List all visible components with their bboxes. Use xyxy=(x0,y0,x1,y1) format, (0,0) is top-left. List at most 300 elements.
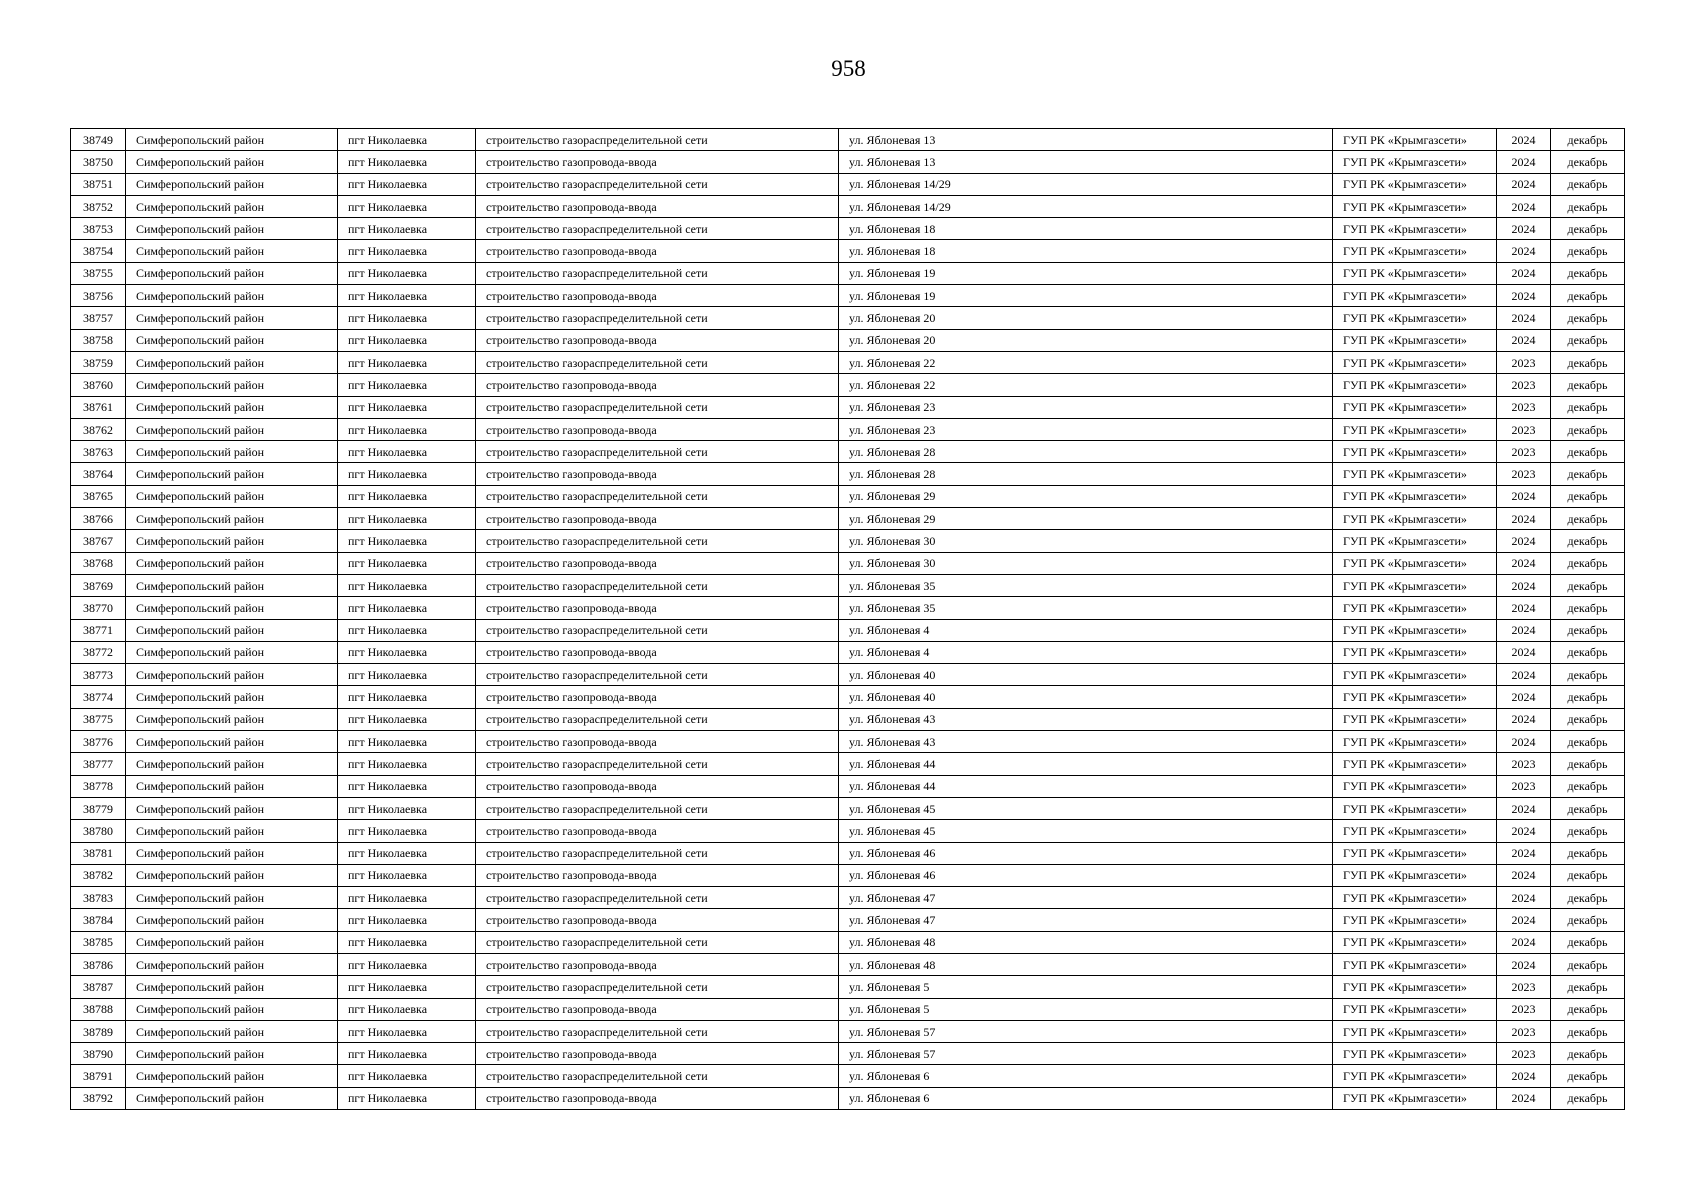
year-cell: 2024 xyxy=(1497,619,1551,641)
year-cell: 2024 xyxy=(1497,953,1551,975)
month-cell: декабрь xyxy=(1551,1043,1625,1065)
organization-cell: ГУП РК «Крымгазсети» xyxy=(1333,552,1497,574)
locality-cell: пгт Николаевка xyxy=(338,307,476,329)
district-cell: Симферопольский район xyxy=(126,1043,338,1065)
district-cell: Симферопольский район xyxy=(126,686,338,708)
locality-cell: пгт Николаевка xyxy=(338,864,476,886)
locality-cell: пгт Николаевка xyxy=(338,552,476,574)
locality-cell: пгт Николаевка xyxy=(338,597,476,619)
district-cell: Симферопольский район xyxy=(126,664,338,686)
work-type-cell: строительство газопровода-ввода xyxy=(476,731,839,753)
table-row xyxy=(71,1065,1625,1087)
work-type-cell: строительство газораспределительной сети xyxy=(476,842,839,864)
address-cell: ул. Яблоневая 40 xyxy=(839,686,1333,708)
row-number-cell: 38774 xyxy=(71,686,126,708)
row-number-cell: 38775 xyxy=(71,708,126,730)
locality-cell: пгт Николаевка xyxy=(338,173,476,195)
table-row xyxy=(71,708,1625,730)
organization-cell: ГУП РК «Крымгазсети» xyxy=(1333,129,1497,151)
district-cell: Симферопольский район xyxy=(126,1020,338,1042)
year-cell: 2024 xyxy=(1497,485,1551,507)
address-cell: ул. Яблоневая 5 xyxy=(839,976,1333,998)
month-cell: декабрь xyxy=(1551,753,1625,775)
year-cell: 2024 xyxy=(1497,820,1551,842)
year-cell: 2023 xyxy=(1497,775,1551,797)
month-cell: декабрь xyxy=(1551,195,1625,217)
row-number-cell: 38765 xyxy=(71,485,126,507)
district-cell: Симферопольский район xyxy=(126,151,338,173)
work-type-cell: строительство газопровода-ввода xyxy=(476,909,839,931)
locality-cell: пгт Николаевка xyxy=(338,530,476,552)
table-row xyxy=(71,619,1625,641)
year-cell: 2024 xyxy=(1497,262,1551,284)
address-cell: ул. Яблоневая 19 xyxy=(839,262,1333,284)
address-cell: ул. Яблоневая 35 xyxy=(839,574,1333,596)
table-row xyxy=(71,664,1625,686)
row-number-cell: 38772 xyxy=(71,641,126,663)
row-number-cell: 38792 xyxy=(71,1087,126,1109)
district-cell: Симферопольский район xyxy=(126,307,338,329)
work-type-cell: строительство газопровода-ввода xyxy=(476,374,839,396)
locality-cell: пгт Николаевка xyxy=(338,775,476,797)
table-row xyxy=(71,463,1625,485)
district-cell: Симферопольский район xyxy=(126,552,338,574)
district-cell: Симферопольский район xyxy=(126,641,338,663)
work-type-cell: строительство газораспределительной сети xyxy=(476,619,839,641)
row-number-cell: 38779 xyxy=(71,797,126,819)
year-cell: 2024 xyxy=(1497,597,1551,619)
work-type-cell: строительство газораспределительной сети xyxy=(476,396,839,418)
month-cell: декабрь xyxy=(1551,351,1625,373)
address-cell: ул. Яблоневая 5 xyxy=(839,998,1333,1020)
work-type-cell: строительство газопровода-ввода xyxy=(476,820,839,842)
month-cell: декабрь xyxy=(1551,307,1625,329)
district-cell: Симферопольский район xyxy=(126,262,338,284)
address-cell: ул. Яблоневая 43 xyxy=(839,708,1333,730)
locality-cell: пгт Николаевка xyxy=(338,619,476,641)
address-cell: ул. Яблоневая 43 xyxy=(839,731,1333,753)
address-cell: ул. Яблоневая 4 xyxy=(839,641,1333,663)
year-cell: 2023 xyxy=(1497,463,1551,485)
address-cell: ул. Яблоневая 28 xyxy=(839,463,1333,485)
year-cell: 2024 xyxy=(1497,240,1551,262)
district-cell: Симферопольский район xyxy=(126,508,338,530)
work-type-cell: строительство газопровода-ввода xyxy=(476,641,839,663)
table-row xyxy=(71,307,1625,329)
work-type-cell: строительство газопровода-ввода xyxy=(476,686,839,708)
organization-cell: ГУП РК «Крымгазсети» xyxy=(1333,731,1497,753)
row-number-cell: 38768 xyxy=(71,552,126,574)
organization-cell: ГУП РК «Крымгазсети» xyxy=(1333,842,1497,864)
year-cell: 2024 xyxy=(1497,686,1551,708)
row-number-cell: 38770 xyxy=(71,597,126,619)
row-number-cell: 38764 xyxy=(71,463,126,485)
work-type-cell: строительство газораспределительной сети xyxy=(476,931,839,953)
organization-cell: ГУП РК «Крымгазсети» xyxy=(1333,1065,1497,1087)
address-cell: ул. Яблоневая 35 xyxy=(839,597,1333,619)
address-cell: ул. Яблоневая 20 xyxy=(839,307,1333,329)
district-cell: Симферопольский район xyxy=(126,396,338,418)
district-cell: Симферопольский район xyxy=(126,998,338,1020)
locality-cell: пгт Николаевка xyxy=(338,1043,476,1065)
month-cell: декабрь xyxy=(1551,619,1625,641)
table-row xyxy=(71,820,1625,842)
month-cell: декабрь xyxy=(1551,285,1625,307)
work-type-cell: строительство газораспределительной сети xyxy=(476,530,839,552)
work-type-cell: строительство газораспределительной сети xyxy=(476,976,839,998)
row-number-cell: 38777 xyxy=(71,753,126,775)
district-cell: Симферопольский район xyxy=(126,173,338,195)
table-row xyxy=(71,797,1625,819)
address-cell: ул. Яблоневая 30 xyxy=(839,530,1333,552)
row-number-cell: 38781 xyxy=(71,842,126,864)
organization-cell: ГУП РК «Крымгазсети» xyxy=(1333,441,1497,463)
locality-cell: пгт Николаевка xyxy=(338,351,476,373)
table-row xyxy=(71,351,1625,373)
month-cell: декабрь xyxy=(1551,1065,1625,1087)
month-cell: декабрь xyxy=(1551,1087,1625,1109)
row-number-cell: 38751 xyxy=(71,173,126,195)
month-cell: декабрь xyxy=(1551,887,1625,909)
district-cell: Симферопольский район xyxy=(126,530,338,552)
row-number-cell: 38755 xyxy=(71,262,126,284)
table-row xyxy=(71,998,1625,1020)
district-cell: Симферопольский район xyxy=(126,374,338,396)
year-cell: 2023 xyxy=(1497,1043,1551,1065)
address-cell: ул. Яблоневая 4 xyxy=(839,619,1333,641)
year-cell: 2024 xyxy=(1497,151,1551,173)
table-row xyxy=(71,552,1625,574)
locality-cell: пгт Николаевка xyxy=(338,574,476,596)
locality-cell: пгт Николаевка xyxy=(338,374,476,396)
row-number-cell: 38754 xyxy=(71,240,126,262)
address-cell: ул. Яблоневая 47 xyxy=(839,887,1333,909)
organization-cell: ГУП РК «Крымгазсети» xyxy=(1333,597,1497,619)
locality-cell: пгт Николаевка xyxy=(338,508,476,530)
row-number-cell: 38759 xyxy=(71,351,126,373)
work-type-cell: строительство газораспределительной сети xyxy=(476,485,839,507)
table-row xyxy=(71,931,1625,953)
row-number-cell: 38788 xyxy=(71,998,126,1020)
district-cell: Симферопольский район xyxy=(126,931,338,953)
table-row xyxy=(71,1043,1625,1065)
month-cell: декабрь xyxy=(1551,998,1625,1020)
month-cell: декабрь xyxy=(1551,664,1625,686)
locality-cell: пгт Николаевка xyxy=(338,887,476,909)
locality-cell: пгт Николаевка xyxy=(338,820,476,842)
work-type-cell: строительство газораспределительной сети xyxy=(476,1065,839,1087)
table-row xyxy=(71,530,1625,552)
table-row xyxy=(71,641,1625,663)
district-cell: Симферопольский район xyxy=(126,1087,338,1109)
locality-cell: пгт Николаевка xyxy=(338,686,476,708)
organization-cell: ГУП РК «Крымгазсети» xyxy=(1333,1087,1497,1109)
row-number-cell: 38780 xyxy=(71,820,126,842)
locality-cell: пгт Николаевка xyxy=(338,641,476,663)
table-row xyxy=(71,129,1625,151)
row-number-cell: 38790 xyxy=(71,1043,126,1065)
organization-cell: ГУП РК «Крымгазсети» xyxy=(1333,195,1497,217)
year-cell: 2024 xyxy=(1497,931,1551,953)
organization-cell: ГУП РК «Крымгазсети» xyxy=(1333,396,1497,418)
address-cell: ул. Яблоневая 28 xyxy=(839,441,1333,463)
address-cell: ул. Яблоневая 46 xyxy=(839,842,1333,864)
district-cell: Симферопольский район xyxy=(126,195,338,217)
row-number-cell: 38771 xyxy=(71,619,126,641)
district-cell: Симферопольский район xyxy=(126,285,338,307)
year-cell: 2024 xyxy=(1497,285,1551,307)
organization-cell: ГУП РК «Крымгазсети» xyxy=(1333,931,1497,953)
month-cell: декабрь xyxy=(1551,641,1625,663)
year-cell: 2024 xyxy=(1497,218,1551,240)
page-number: 958 xyxy=(831,56,866,81)
district-cell: Симферопольский район xyxy=(126,463,338,485)
year-cell: 2024 xyxy=(1497,1087,1551,1109)
year-cell: 2024 xyxy=(1497,129,1551,151)
month-cell: декабрь xyxy=(1551,953,1625,975)
locality-cell: пгт Николаевка xyxy=(338,998,476,1020)
registry-table-body xyxy=(71,129,1625,1110)
district-cell: Симферопольский район xyxy=(126,797,338,819)
month-cell: декабрь xyxy=(1551,240,1625,262)
work-type-cell: строительство газораспределительной сети xyxy=(476,262,839,284)
row-number-cell: 38784 xyxy=(71,909,126,931)
address-cell: ул. Яблоневая 14/29 xyxy=(839,195,1333,217)
organization-cell: ГУП РК «Крымгазсети» xyxy=(1333,909,1497,931)
row-number-cell: 38753 xyxy=(71,218,126,240)
row-number-cell: 38763 xyxy=(71,441,126,463)
locality-cell: пгт Николаевка xyxy=(338,463,476,485)
organization-cell: ГУП РК «Крымгазсети» xyxy=(1333,463,1497,485)
table-row xyxy=(71,329,1625,351)
district-cell: Симферопольский район xyxy=(126,619,338,641)
locality-cell: пгт Николаевка xyxy=(338,329,476,351)
organization-cell: ГУП РК «Крымгазсети» xyxy=(1333,708,1497,730)
address-cell: ул. Яблоневая 19 xyxy=(839,285,1333,307)
work-type-cell: строительство газораспределительной сети xyxy=(476,574,839,596)
address-cell: ул. Яблоневая 22 xyxy=(839,351,1333,373)
year-cell: 2023 xyxy=(1497,753,1551,775)
year-cell: 2023 xyxy=(1497,396,1551,418)
month-cell: декабрь xyxy=(1551,909,1625,931)
year-cell: 2024 xyxy=(1497,530,1551,552)
month-cell: декабрь xyxy=(1551,574,1625,596)
organization-cell: ГУП РК «Крымгазсети» xyxy=(1333,307,1497,329)
locality-cell: пгт Николаевка xyxy=(338,418,476,440)
month-cell: декабрь xyxy=(1551,262,1625,284)
month-cell: декабрь xyxy=(1551,731,1625,753)
work-type-cell: строительство газопровода-ввода xyxy=(476,240,839,262)
row-number-cell: 38761 xyxy=(71,396,126,418)
table-row xyxy=(71,597,1625,619)
address-cell: ул. Яблоневая 40 xyxy=(839,664,1333,686)
table-row xyxy=(71,1087,1625,1109)
address-cell: ул. Яблоневая 29 xyxy=(839,508,1333,530)
month-cell: декабрь xyxy=(1551,708,1625,730)
work-type-cell: строительство газопровода-ввода xyxy=(476,151,839,173)
locality-cell: пгт Николаевка xyxy=(338,285,476,307)
address-cell: ул. Яблоневая 6 xyxy=(839,1065,1333,1087)
year-cell: 2024 xyxy=(1497,708,1551,730)
table-row xyxy=(71,173,1625,195)
locality-cell: пгт Николаевка xyxy=(338,953,476,975)
locality-cell: пгт Николаевка xyxy=(338,218,476,240)
organization-cell: ГУП РК «Крымгазсети» xyxy=(1333,329,1497,351)
month-cell: декабрь xyxy=(1551,396,1625,418)
address-cell: ул. Яблоневая 45 xyxy=(839,797,1333,819)
month-cell: декабрь xyxy=(1551,329,1625,351)
district-cell: Симферопольский район xyxy=(126,976,338,998)
month-cell: декабрь xyxy=(1551,374,1625,396)
month-cell: декабрь xyxy=(1551,218,1625,240)
work-type-cell: строительство газораспределительной сети xyxy=(476,351,839,373)
year-cell: 2024 xyxy=(1497,842,1551,864)
locality-cell: пгт Николаевка xyxy=(338,441,476,463)
organization-cell: ГУП РК «Крымгазсети» xyxy=(1333,775,1497,797)
year-cell: 2024 xyxy=(1497,1065,1551,1087)
year-cell: 2024 xyxy=(1497,552,1551,574)
table-row xyxy=(71,953,1625,975)
organization-cell: ГУП РК «Крымгазсети» xyxy=(1333,240,1497,262)
address-cell: ул. Яблоневая 30 xyxy=(839,552,1333,574)
organization-cell: ГУП РК «Крымгазсети» xyxy=(1333,485,1497,507)
locality-cell: пгт Николаевка xyxy=(338,485,476,507)
address-cell: ул. Яблоневая 48 xyxy=(839,953,1333,975)
row-number-cell: 38758 xyxy=(71,329,126,351)
month-cell: декабрь xyxy=(1551,976,1625,998)
month-cell: декабрь xyxy=(1551,1020,1625,1042)
work-type-cell: строительство газопровода-ввода xyxy=(476,552,839,574)
row-number-cell: 38757 xyxy=(71,307,126,329)
row-number-cell: 38773 xyxy=(71,664,126,686)
table-row xyxy=(71,374,1625,396)
month-cell: декабрь xyxy=(1551,864,1625,886)
month-cell: декабрь xyxy=(1551,820,1625,842)
locality-cell: пгт Николаевка xyxy=(338,396,476,418)
district-cell: Симферопольский район xyxy=(126,953,338,975)
locality-cell: пгт Николаевка xyxy=(338,262,476,284)
district-cell: Симферопольский район xyxy=(126,418,338,440)
work-type-cell: строительство газораспределительной сети xyxy=(476,307,839,329)
locality-cell: пгт Николаевка xyxy=(338,1087,476,1109)
locality-cell: пгт Николаевка xyxy=(338,151,476,173)
organization-cell: ГУП РК «Крымгазсети» xyxy=(1333,664,1497,686)
address-cell: ул. Яблоневая 13 xyxy=(839,129,1333,151)
month-cell: декабрь xyxy=(1551,530,1625,552)
address-cell: ул. Яблоневая 22 xyxy=(839,374,1333,396)
address-cell: ул. Яблоневая 20 xyxy=(839,329,1333,351)
work-type-cell: строительство газопровода-ввода xyxy=(476,775,839,797)
locality-cell: пгт Николаевка xyxy=(338,240,476,262)
table-row xyxy=(71,218,1625,240)
organization-cell: ГУП РК «Крымгазсети» xyxy=(1333,418,1497,440)
organization-cell: ГУП РК «Крымгазсети» xyxy=(1333,374,1497,396)
address-cell: ул. Яблоневая 44 xyxy=(839,753,1333,775)
organization-cell: ГУП РК «Крымгазсети» xyxy=(1333,218,1497,240)
month-cell: декабрь xyxy=(1551,485,1625,507)
row-number-cell: 38749 xyxy=(71,129,126,151)
locality-cell: пгт Николаевка xyxy=(338,797,476,819)
locality-cell: пгт Николаевка xyxy=(338,931,476,953)
organization-cell: ГУП РК «Крымгазсети» xyxy=(1333,864,1497,886)
address-cell: ул. Яблоневая 14/29 xyxy=(839,173,1333,195)
row-number-cell: 38782 xyxy=(71,864,126,886)
row-number-cell: 38762 xyxy=(71,418,126,440)
table-row xyxy=(71,775,1625,797)
work-type-cell: строительство газопровода-ввода xyxy=(476,463,839,485)
table-row xyxy=(71,262,1625,284)
organization-cell: ГУП РК «Крымгазсети» xyxy=(1333,797,1497,819)
district-cell: Симферопольский район xyxy=(126,597,338,619)
address-cell: ул. Яблоневая 18 xyxy=(839,218,1333,240)
table-row xyxy=(71,1020,1625,1042)
work-type-cell: строительство газопровода-ввода xyxy=(476,864,839,886)
organization-cell: ГУП РК «Крымгазсети» xyxy=(1333,753,1497,775)
district-cell: Симферопольский район xyxy=(126,887,338,909)
address-cell: ул. Яблоневая 46 xyxy=(839,864,1333,886)
district-cell: Симферопольский район xyxy=(126,864,338,886)
row-number-cell: 38791 xyxy=(71,1065,126,1087)
month-cell: декабрь xyxy=(1551,597,1625,619)
locality-cell: пгт Николаевка xyxy=(338,1065,476,1087)
row-number-cell: 38766 xyxy=(71,508,126,530)
address-cell: ул. Яблоневая 6 xyxy=(839,1087,1333,1109)
locality-cell: пгт Николаевка xyxy=(338,195,476,217)
address-cell: ул. Яблоневая 29 xyxy=(839,485,1333,507)
address-cell: ул. Яблоневая 44 xyxy=(839,775,1333,797)
row-number-cell: 38776 xyxy=(71,731,126,753)
month-cell: декабрь xyxy=(1551,508,1625,530)
work-type-cell: строительство газораспределительной сети xyxy=(476,664,839,686)
year-cell: 2023 xyxy=(1497,418,1551,440)
address-cell: ул. Яблоневая 23 xyxy=(839,418,1333,440)
month-cell: декабрь xyxy=(1551,441,1625,463)
organization-cell: ГУП РК «Крымгазсети» xyxy=(1333,351,1497,373)
month-cell: декабрь xyxy=(1551,173,1625,195)
district-cell: Симферопольский район xyxy=(126,708,338,730)
organization-cell: ГУП РК «Крымгазсети» xyxy=(1333,820,1497,842)
district-cell: Симферопольский район xyxy=(126,129,338,151)
organization-cell: ГУП РК «Крымгазсети» xyxy=(1333,998,1497,1020)
table-row xyxy=(71,396,1625,418)
work-type-cell: строительство газораспределительной сети xyxy=(476,441,839,463)
work-type-cell: строительство газораспределительной сети xyxy=(476,887,839,909)
year-cell: 2024 xyxy=(1497,329,1551,351)
organization-cell: ГУП РК «Крымгазсети» xyxy=(1333,1043,1497,1065)
address-cell: ул. Яблоневая 45 xyxy=(839,820,1333,842)
year-cell: 2024 xyxy=(1497,909,1551,931)
address-cell: ул. Яблоневая 18 xyxy=(839,240,1333,262)
row-number-cell: 38787 xyxy=(71,976,126,998)
district-cell: Симферопольский район xyxy=(126,909,338,931)
work-type-cell: строительство газопровода-ввода xyxy=(476,597,839,619)
work-type-cell: строительство газораспределительной сети xyxy=(476,218,839,240)
work-type-cell: строительство газораспределительной сети xyxy=(476,173,839,195)
row-number-cell: 38752 xyxy=(71,195,126,217)
row-number-cell: 38786 xyxy=(71,953,126,975)
table-row xyxy=(71,240,1625,262)
year-cell: 2024 xyxy=(1497,731,1551,753)
row-number-cell: 38750 xyxy=(71,151,126,173)
organization-cell: ГУП РК «Крымгазсети» xyxy=(1333,976,1497,998)
year-cell: 2024 xyxy=(1497,887,1551,909)
district-cell: Симферопольский район xyxy=(126,485,338,507)
table-row xyxy=(71,686,1625,708)
locality-cell: пгт Николаевка xyxy=(338,976,476,998)
table-row xyxy=(71,195,1625,217)
row-number-cell: 38789 xyxy=(71,1020,126,1042)
table-row xyxy=(71,418,1625,440)
